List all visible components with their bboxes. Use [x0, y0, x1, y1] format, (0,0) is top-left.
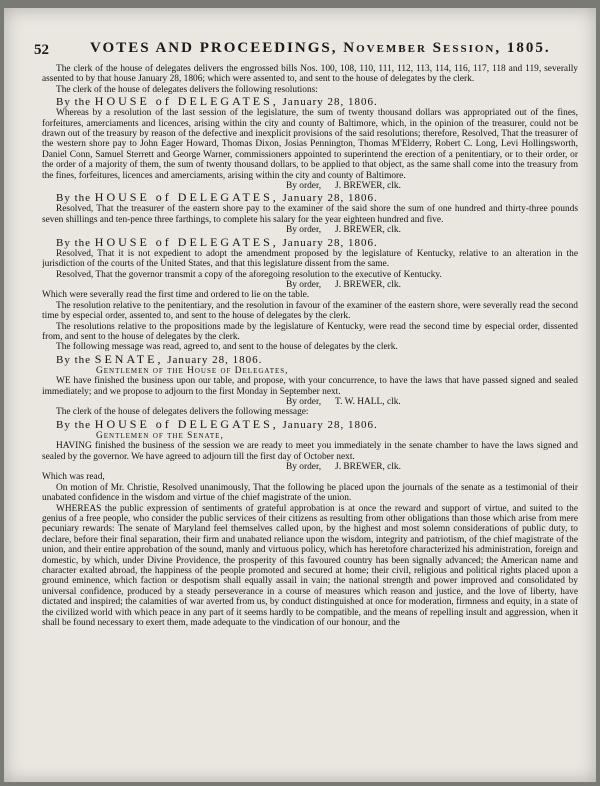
dateline-date: January 28, 1806.	[282, 192, 378, 205]
dateline-house: HOUSE of DELEGATES,	[94, 94, 279, 109]
signature-line	[42, 397, 578, 407]
dateline-house: HOUSE of DELEGATES,	[94, 416, 279, 431]
paragraph: The clerk of the house of delegates delivers the following message:	[56, 407, 309, 418]
dateline-date: January 28, 1806.	[167, 353, 263, 366]
dateline	[42, 191, 578, 204]
paragraph: The following message was read, agreed to, and sent to the house of delegates by the clerk.	[56, 342, 398, 353]
dateline-by: By the	[56, 192, 92, 205]
paragraph: Resolved, That the governor transmit a copy of the aforegoing resolution to the executive of Kentucky.	[56, 269, 442, 280]
page-header	[34, 38, 579, 60]
dateline-date: January 28, 1806.	[282, 96, 378, 109]
paragraph: Which was read,	[42, 472, 105, 483]
dateline-by: By the	[56, 236, 92, 249]
running-title: VOTES AND PROCEEDINGS, November Session, 1805.	[90, 40, 551, 56]
paragraph: On motion of Mr. Christie, Resolved unanimously, That the following be placed upon the journals of the senate as a testimonial of their unabated confidence in the wisdom and virtue of the chief magistrate of the union.	[42, 482, 578, 504]
clerk-signature: J. BREWER, clk.	[335, 279, 401, 290]
by-order: By order,	[286, 396, 322, 407]
clerk-signature: J. BREWER, clk.	[335, 462, 401, 472]
paragraph: Whereas by a resolution of the last session of the legislature, the sum of twenty thousand dollars was appropriated out of the fines, forfeitures, amerciaments and licences, arising within the city and county of Baltimore, which, in the opinion of the treasurer, could not be drawn out of the treasury by reason of the defective and inexplicit provisions of the said resolutions; therefore, Resolved, That the treasurer of the western shore pay to John Eager Howard, Thomas Dixon, Josias Pennington, Thomas M'Elderry, Robert C. Long, Levi Hollingsworth, Daniel Conn, Samuel Sterrett and George Warner, commissioners appointed to superintend the erection of a penitentiary, or to their order, or the order of a majority of them, the sum of twenty thousand dollars, to be applied to that object, as the same shall come into the treasury from the fines, forfeitures, licences and amerciaments, arising within the city and county of Baltimore.	[42, 108, 578, 181]
paragraph: The resolution relative to the penitentiary, and the resolution in favour of the examiner of the eastern shore, were severally read the second time by especial order, assented to, and sent to the house of delegates by the clerk.	[42, 300, 578, 322]
dateline-date: January 28, 1806.	[282, 236, 378, 249]
paragraph: The clerk of the house of delegates delivers the following resolutions:	[56, 84, 318, 95]
document-page	[4, 8, 596, 782]
paragraph: The clerk of the house of delegates delivers the engrossed bills Nos. 100, 108, 110, 111, 112, 113, 114, 116, 117, 118 and 119, severally assented to by that house January 28, 1806; which were assented to, and sent to the house of delegates by the clerk.	[42, 64, 578, 85]
dateline-house: SENATE,	[94, 351, 164, 366]
clerk-signature: J. BREWER, clk.	[335, 181, 401, 192]
dateline	[42, 418, 578, 431]
signature-line	[42, 280, 578, 290]
clerk-signature: T. W. HALL, clk.	[335, 396, 401, 407]
by-order: By order,	[286, 279, 322, 290]
by-order: By order,	[286, 225, 322, 236]
dateline	[42, 353, 578, 366]
dateline-house: HOUSE of DELEGATES,	[94, 190, 279, 205]
journal-text	[42, 64, 578, 780]
by-order: By order,	[286, 181, 322, 192]
clerk-signature: J. BREWER, clk.	[335, 225, 401, 236]
dateline-by: By the	[56, 96, 92, 109]
signature-line	[42, 462, 578, 472]
page-number: 52	[34, 42, 49, 58]
by-order: By order,	[286, 462, 322, 472]
paragraph: Resolved, That the treasurer of the eastern shore pay to the examiner of the said shore the sum of one hundred and thirty-three pounds seven shillings and ten-pence three farthings, to complete his salary for the year eighteen hundred and five.	[42, 204, 578, 225]
dateline-by: By the	[56, 418, 92, 431]
paragraph: WHEREAS the public expression of sentiments of grateful approbation is at once the reward and support of virtue, and suited to the genius of a free people, who consider the public services of their citizens as resulting from other obligations than those which arise from mere pecuniary rewards: The senate of Maryland feel themselves called upon, by the highest and most solemn considerations of public duty, to declare, before their final separation, their firm and unabated reliance upon the wisdom, integrity and patriotism, of the chief magistrate of the union, and their entire approbation of the sound, manly and virtuous policy, which has heretofore characterized his administration, foreign and domestic, by which, under Divine Providence, the prosperity of this favoured country has been signally advanced; the American name and character exalted abroad, the happiness of the people promoted and secured at home; their civil, religious and political rights placed upon a ground eminence, which faction or despotism shall equally assail in vain; the national strength and power improved and consolidated by universal confidence, produced by a steady perseverance in a course of measures which reason and justice, and the love of liberty, have dictated and inspired; the calamities of war averted from us, by conduct distinguished at once for moderation, firmness and equity, in a state of the civilized world with which peace in any part of it seems hardly to be compatible, and the means of repelling insult and aggression, when it shall be found necessary to exert them, made adequate to the vindication of our honour, and the	[42, 503, 578, 629]
paragraph: Resolved, That it is not expedient to adopt the amendment proposed by the legislature of Kentucky, relative to an alteration in the jurisdiction of the courts of the United States, and that this legislature dissent from the same.	[42, 248, 578, 270]
paragraph: The resolutions relative to the propositions made by the legislature of Kentucky, were read the second time by especial order, dissented from, and sent to the house of delegates by the clerk.	[42, 321, 578, 342]
salutation: Gentlemen of the Senate,	[96, 430, 224, 441]
salutation: Gentlemen of the House of Delegates,	[96, 365, 289, 376]
dateline	[42, 236, 578, 249]
paragraph: HAVING finished the business of the session we are ready to meet you immediately in the senate chamber to have the laws signed and sealed by the governor. We have agreed to adjourn till the first day of October next.	[42, 441, 578, 462]
dateline-by: By the	[56, 353, 92, 366]
paragraph: Which were severally read the first time and ordered to lie on the table.	[42, 290, 310, 301]
dateline-date: January 28, 1806.	[282, 418, 378, 431]
paragraph: WE have finished the business upon our table, and propose, with your concurrence, to have the laws that have passed signed and sealed immediately; and we propose to adjourn to the first Monday in September next.	[42, 376, 578, 397]
dateline-house: HOUSE of DELEGATES,	[94, 234, 279, 249]
dateline	[42, 95, 578, 108]
